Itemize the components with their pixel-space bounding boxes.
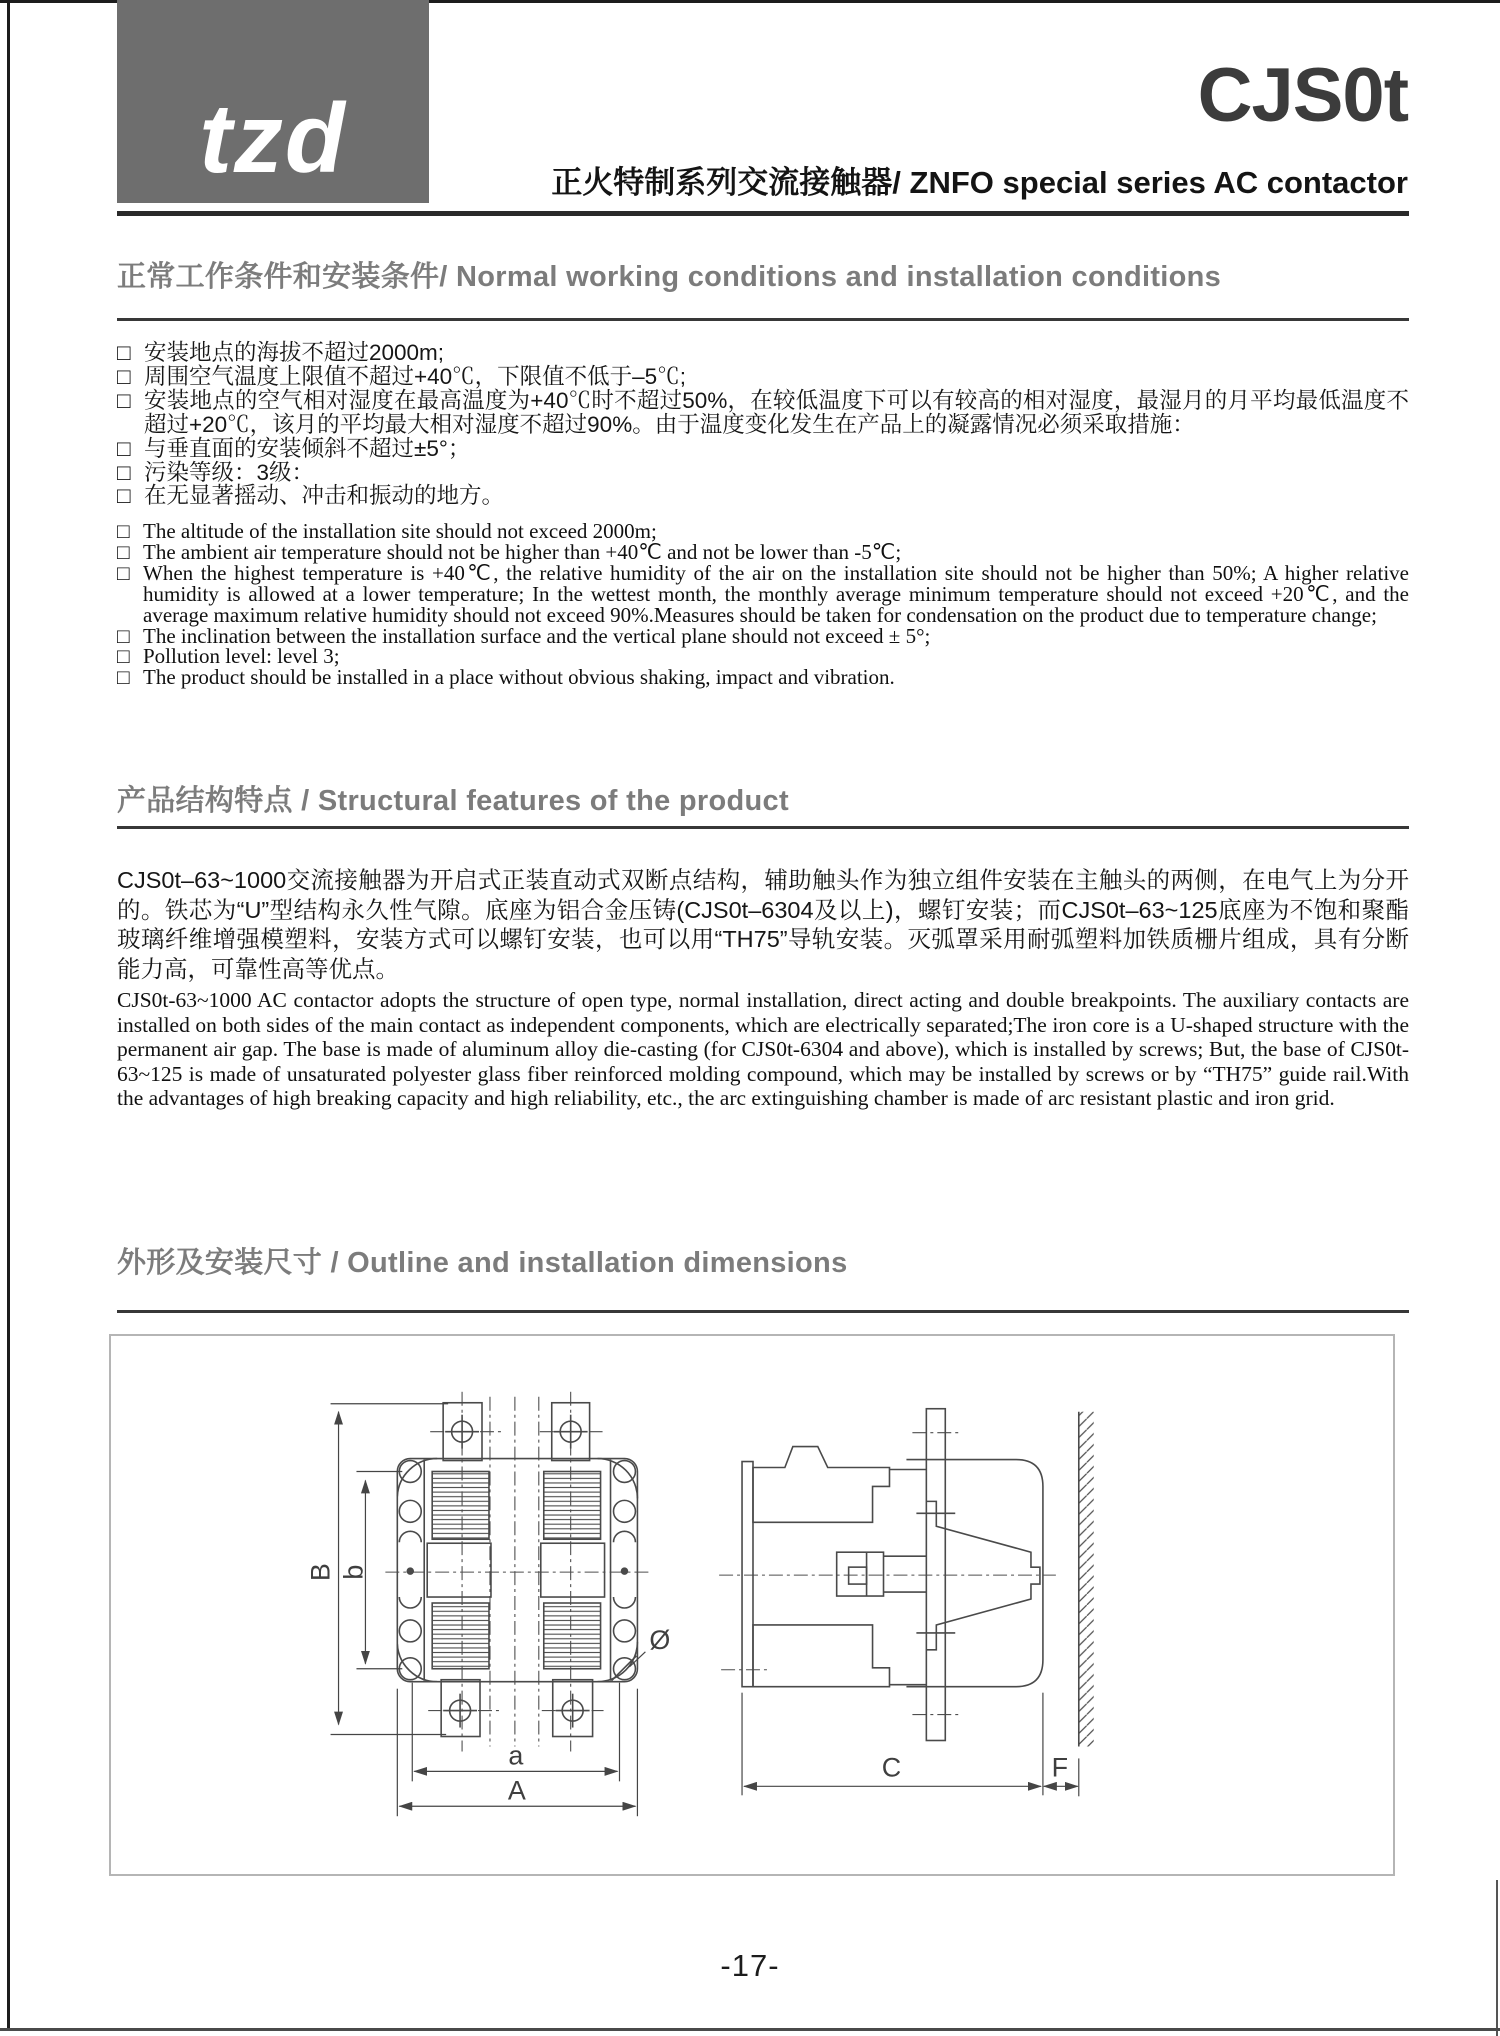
list-item-text: Pollution level: level 3;	[143, 644, 340, 669]
list-item	[117, 341, 1409, 365]
checkbox-icon: □	[117, 340, 131, 365]
brand-logo	[117, 0, 429, 203]
list-item	[117, 539, 1409, 564]
outline-drawing-box	[109, 1334, 1395, 1876]
page-edge-left	[7, 0, 10, 2028]
checkbox-icon: □	[117, 623, 130, 648]
list-item-text: When the highest temperature is +40℃, the relative humidity of the air on the installation site should not be higher than 50%; A higher relative humidity is allowed at a lower temperature; In the wettest month, the monthly average minimum temperature should not exceed +20℃, and the average maximum relative humidity should not exceed 90%.Measures should be taken for condensation on the product due to temperature change;	[143, 560, 1409, 627]
dim-label-C: C	[881, 1752, 902, 1783]
list-item-text: The ambient air temperature should not be higher than +40℃ and not be lower than -5℃;	[143, 539, 902, 564]
dim-label-b: b	[338, 1564, 369, 1580]
checkbox-icon: □	[117, 363, 131, 389]
list-item	[117, 521, 1409, 542]
list-item	[117, 389, 1409, 437]
checkbox-icon: □	[117, 519, 130, 543]
conditions-list-cn	[117, 341, 1409, 508]
checkbox-icon: □	[117, 539, 130, 564]
dim-label-a: a	[508, 1740, 524, 1771]
checkbox-icon: □	[117, 644, 130, 669]
product-model-title: CJS0t	[1197, 53, 1408, 138]
list-item	[117, 365, 1409, 389]
list-item-text: The inclination between the installation surface and the vertical plane should not exceed ± 5°;	[143, 623, 931, 648]
dim-label-diameter: Ø	[649, 1624, 671, 1655]
list-item	[117, 461, 1409, 485]
checkbox-icon: □	[117, 665, 130, 690]
list-item	[117, 437, 1409, 461]
dim-label-A: A	[507, 1775, 526, 1806]
outline-drawing	[111, 1336, 1393, 1874]
header-rule	[117, 211, 1409, 216]
list-item-text: 在无显著摇动、冲击和振动的地方。	[144, 483, 505, 509]
list-item	[117, 484, 1409, 508]
checkbox-icon: □	[117, 483, 131, 509]
list-item-text: The product should be installed in a place without obvious shaking, impact and vibration.	[143, 665, 895, 690]
side-view-drawing	[719, 1409, 1094, 1797]
list-item	[117, 667, 1409, 688]
checkbox-icon: □	[117, 459, 131, 485]
section-heading-structural-features: 产品结构特点 / Structural features of the product	[117, 785, 789, 817]
list-item-text: 与垂直面的安装倾斜不超过±5°；	[144, 435, 471, 461]
structure-paragraph-en: CJS0t-63~1000 AC contactor adopts the structure of open type, normal installation, direct acting and double breakpoints. The auxiliary contacts are installed on both sides of the main contact as independent components, which are electrically separated;The iron core is a U-shaped structure with the permanent air gap. The base is made of aluminum alloy die-casting (for CJS0t-6304 and above), which is installed by screws; But, the base of CJS0t-63~125 is made of unsaturated polyester glass fiber reinforced molding compound, which may be installed by screws or by “TH75” guide rail.With the advantages of high breaking capacity and high reliability, etc., the arc extinguishing chamber is made of arc resistant plastic and iron grid.	[117, 988, 1409, 1111]
list-item	[117, 623, 1409, 648]
front-view-drawing	[306, 1392, 671, 1816]
section-heading-outline-dimensions: 外形及安装尺寸 / Outline and installation dimensions	[117, 1247, 848, 1279]
section-rule-2	[117, 826, 1409, 829]
section-rule-3	[117, 1310, 1409, 1313]
series-subtitle: 正火特制系列交流接触器/ ZNFO special series AC contactor	[551, 165, 1408, 200]
section-rule-1	[117, 318, 1409, 321]
dim-label-F: F	[1051, 1752, 1069, 1783]
list-item-text: 安装地点的空气相对湿度在最高温度为+40℃时不超过50%，在较低温度下可以有较高的相对湿度，最湿月的月平均最低温度不超过+20℃，该月的平均最大相对湿度不超过90%。由于温度变化发生在产品上的凝露情况必须采取措施：	[144, 387, 1409, 437]
structure-paragraph-cn: CJS0t–63~1000交流接触器为开启式正装直动式双断点结构，辅助触头作为独立组件安装在主触头的两侧，在电气上为分开的。铁芯为“U”型结构永久性气隙。底座为铝合金压铸(CJS0t–6304及以上)，螺钉安装；而CJS0t–63~125底座为不饱和聚酯玻璃纤维增强模塑料，安装方式可以螺钉安装，也可以用“TH75”导轨安装。灭弧罩采用耐弧塑料加铁质栅片组成，具有分断能力高，可靠性高等优点。	[117, 867, 1409, 982]
checkbox-icon: □	[117, 387, 131, 413]
list-item	[117, 560, 1409, 627]
checkbox-icon: □	[117, 560, 130, 585]
page-number: -17-	[720, 1948, 780, 1983]
checkbox-icon: □	[117, 435, 131, 461]
conditions-list-en	[117, 521, 1409, 688]
brand-logo-text: tzd	[199, 83, 347, 193]
section-heading-working-conditions: 正常工作条件和安装条件/ Normal working conditions and installation conditions	[117, 261, 1222, 293]
page-edge-bottom	[0, 2028, 1500, 2031]
dim-label-B: B	[305, 1563, 336, 1582]
list-item	[117, 646, 1409, 667]
list-item-text: 安装地点的海拔不超过2000m;	[144, 340, 445, 365]
list-item-text: 污染等级：3级：	[144, 459, 315, 485]
list-item-text: 周围空气温度上限值不超过+40℃，下限值不低于–5℃;	[144, 363, 686, 389]
list-item-text: The altitude of the installation site should not exceed 2000m;	[143, 519, 657, 543]
